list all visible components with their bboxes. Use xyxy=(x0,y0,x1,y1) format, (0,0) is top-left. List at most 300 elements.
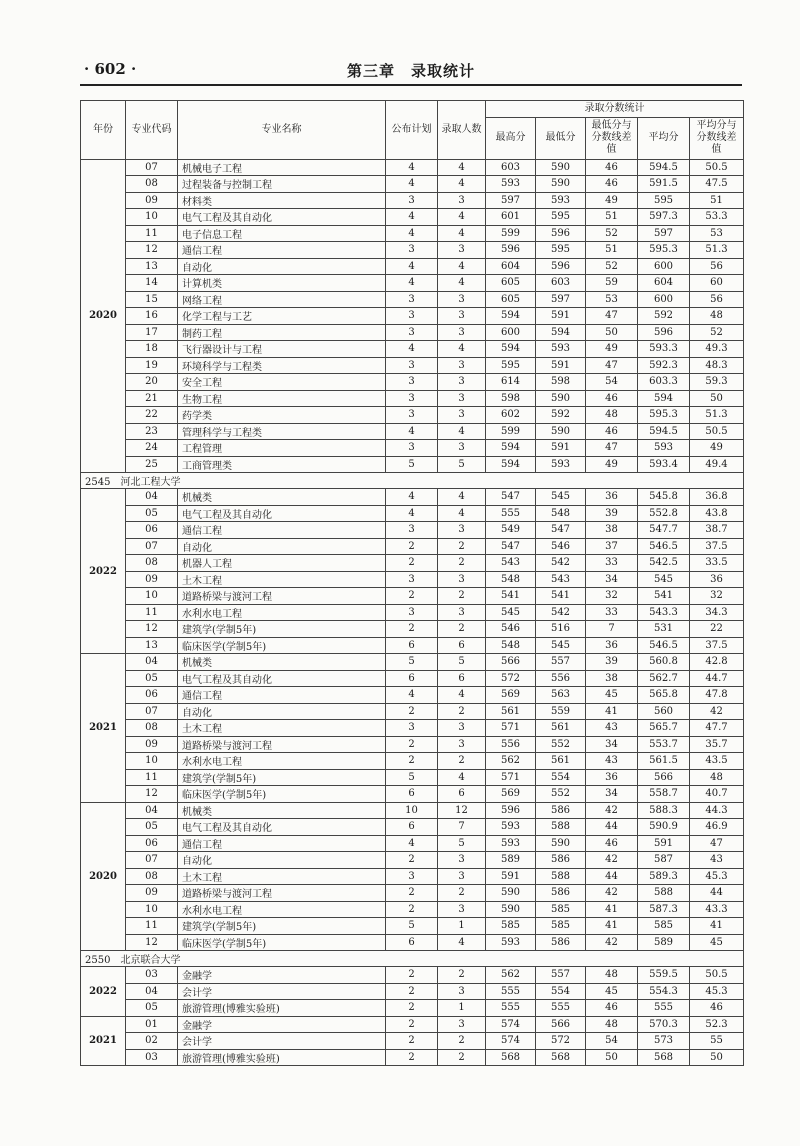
admitted-cell: 3 xyxy=(438,192,486,209)
plan-cell: 2 xyxy=(386,852,438,869)
plan-cell: 2 xyxy=(386,1000,438,1017)
plan-cell: 3 xyxy=(386,407,438,424)
major-name-cell: 土木工程 xyxy=(178,720,386,737)
plan-cell: 3 xyxy=(386,192,438,209)
admitted-cell: 5 xyxy=(438,654,486,671)
code-cell: 07 xyxy=(126,159,178,176)
code-cell: 12 xyxy=(126,786,178,803)
table-row xyxy=(81,192,744,209)
min-score-cell: 592 xyxy=(536,407,586,424)
plan-cell: 4 xyxy=(386,489,438,506)
col-avg: 平均分 xyxy=(638,117,690,159)
major-name-cell: 机器人工程 xyxy=(178,555,386,572)
table-row xyxy=(81,885,744,902)
admitted-cell: 3 xyxy=(438,1016,486,1033)
code-cell: 09 xyxy=(126,736,178,753)
admitted-cell: 3 xyxy=(438,357,486,374)
code-cell: 12 xyxy=(126,242,178,259)
major-name-cell: 安全工程 xyxy=(178,374,386,391)
code-cell: 20 xyxy=(126,374,178,391)
avg-diff-cell: 53.3 xyxy=(690,209,744,226)
min-diff-cell: 48 xyxy=(586,967,638,984)
avg-diff-cell: 48 xyxy=(690,769,744,786)
min-score-cell: 594 xyxy=(536,324,586,341)
major-name-cell: 自动化 xyxy=(178,258,386,275)
avg-score-cell: 543.3 xyxy=(638,604,690,621)
major-name-cell: 电气工程及其自动化 xyxy=(178,819,386,836)
admitted-cell: 7 xyxy=(438,819,486,836)
min-score-cell: 586 xyxy=(536,885,586,902)
max-score-cell: 598 xyxy=(486,390,536,407)
plan-cell: 2 xyxy=(386,983,438,1000)
avg-diff-cell: 46.9 xyxy=(690,819,744,836)
max-score-cell: 602 xyxy=(486,407,536,424)
plan-cell: 3 xyxy=(386,604,438,621)
code-cell: 05 xyxy=(126,670,178,687)
plan-cell: 3 xyxy=(386,291,438,308)
plan-cell: 5 xyxy=(386,456,438,473)
chapter-title: 第三章 录取统计 xyxy=(346,62,475,80)
min-diff-cell: 41 xyxy=(586,703,638,720)
max-score-cell: 547 xyxy=(486,489,536,506)
table-row xyxy=(81,786,744,803)
avg-diff-cell: 22 xyxy=(690,621,744,638)
admitted-cell: 3 xyxy=(438,571,486,588)
admitted-cell: 4 xyxy=(438,209,486,226)
min-diff-cell: 43 xyxy=(586,753,638,770)
avg-diff-cell: 56 xyxy=(690,258,744,275)
major-name-cell: 临床医学(学制5年) xyxy=(178,934,386,951)
table-row xyxy=(81,967,744,984)
plan-cell: 5 xyxy=(386,769,438,786)
min-score-cell: 554 xyxy=(536,769,586,786)
plan-cell: 3 xyxy=(386,440,438,457)
table-row xyxy=(81,209,744,226)
avg-score-cell: 542.5 xyxy=(638,555,690,572)
avg-score-cell: 587.3 xyxy=(638,901,690,918)
min-diff-cell: 42 xyxy=(586,852,638,869)
plan-cell: 4 xyxy=(386,341,438,358)
avg-diff-cell: 47 xyxy=(690,835,744,852)
avg-score-cell: 570.3 xyxy=(638,1016,690,1033)
major-name-cell: 通信工程 xyxy=(178,242,386,259)
min-diff-cell: 44 xyxy=(586,868,638,885)
avg-diff-cell: 49 xyxy=(690,440,744,457)
major-name-cell: 电气工程及其自动化 xyxy=(178,670,386,687)
avg-diff-cell: 38.7 xyxy=(690,522,744,539)
plan-cell: 3 xyxy=(386,357,438,374)
avg-score-cell: 588 xyxy=(638,885,690,902)
min-score-cell: 595 xyxy=(536,242,586,259)
plan-cell: 2 xyxy=(386,1016,438,1033)
min-score-cell: 552 xyxy=(536,786,586,803)
min-diff-cell: 39 xyxy=(586,654,638,671)
major-name-cell: 通信工程 xyxy=(178,522,386,539)
min-diff-cell: 46 xyxy=(586,1000,638,1017)
min-score-cell: 561 xyxy=(536,753,586,770)
min-score-cell: 541 xyxy=(536,588,586,605)
col-min: 最低分 xyxy=(536,117,586,159)
table-row xyxy=(81,819,744,836)
min-diff-cell: 7 xyxy=(586,621,638,638)
max-score-cell: 556 xyxy=(486,736,536,753)
code-cell: 12 xyxy=(126,934,178,951)
code-cell: 10 xyxy=(126,588,178,605)
min-score-cell: 585 xyxy=(536,918,586,935)
max-score-cell: 543 xyxy=(486,555,536,572)
code-cell: 07 xyxy=(126,538,178,555)
min-diff-cell: 34 xyxy=(586,786,638,803)
avg-diff-cell: 40.7 xyxy=(690,786,744,803)
school-name: 2545 河北工程大学 xyxy=(81,473,744,489)
admitted-cell: 2 xyxy=(438,555,486,572)
min-score-cell: 597 xyxy=(536,291,586,308)
plan-cell: 5 xyxy=(386,918,438,935)
min-score-cell: 593 xyxy=(536,456,586,473)
code-cell: 08 xyxy=(126,868,178,885)
major-name-cell: 临床医学(学制5年) xyxy=(178,637,386,654)
admitted-cell: 4 xyxy=(438,341,486,358)
table-row xyxy=(81,604,744,621)
major-name-cell: 水利水电工程 xyxy=(178,901,386,918)
min-score-cell: 595 xyxy=(536,209,586,226)
max-score-cell: 549 xyxy=(486,522,536,539)
max-score-cell: 571 xyxy=(486,720,536,737)
avg-diff-cell: 43.5 xyxy=(690,753,744,770)
plan-cell: 4 xyxy=(386,209,438,226)
max-score-cell: 548 xyxy=(486,571,536,588)
admitted-cell: 4 xyxy=(438,423,486,440)
max-score-cell: 562 xyxy=(486,753,536,770)
min-diff-cell: 47 xyxy=(586,357,638,374)
avg-diff-cell: 60 xyxy=(690,275,744,292)
plan-cell: 2 xyxy=(386,1049,438,1066)
plan-cell: 2 xyxy=(386,555,438,572)
table-row xyxy=(81,687,744,704)
admitted-cell: 4 xyxy=(438,769,486,786)
avg-score-cell: 573 xyxy=(638,1033,690,1050)
code-cell: 09 xyxy=(126,885,178,902)
plan-cell: 3 xyxy=(386,242,438,259)
avg-diff-cell: 44.3 xyxy=(690,802,744,819)
avg-diff-cell: 52 xyxy=(690,324,744,341)
max-score-cell: 593 xyxy=(486,934,536,951)
avg-score-cell: 595.3 xyxy=(638,242,690,259)
max-score-cell: 571 xyxy=(486,769,536,786)
avg-score-cell: 552.8 xyxy=(638,505,690,522)
table-row xyxy=(81,522,744,539)
avg-score-cell: 597.3 xyxy=(638,209,690,226)
avg-diff-cell: 53 xyxy=(690,225,744,242)
code-cell: 09 xyxy=(126,571,178,588)
avg-score-cell: 604 xyxy=(638,275,690,292)
admitted-cell: 3 xyxy=(438,604,486,621)
code-cell: 10 xyxy=(126,753,178,770)
avg-diff-cell: 59.3 xyxy=(690,374,744,391)
admitted-cell: 2 xyxy=(438,703,486,720)
min-diff-cell: 45 xyxy=(586,687,638,704)
avg-score-cell: 562.7 xyxy=(638,670,690,687)
max-score-cell: 593 xyxy=(486,835,536,852)
max-score-cell: 597 xyxy=(486,192,536,209)
plan-cell: 10 xyxy=(386,802,438,819)
plan-cell: 4 xyxy=(386,423,438,440)
min-score-cell: 559 xyxy=(536,703,586,720)
code-cell: 13 xyxy=(126,258,178,275)
max-score-cell: 599 xyxy=(486,423,536,440)
table-row xyxy=(81,1049,744,1066)
avg-diff-cell: 49.3 xyxy=(690,341,744,358)
max-score-cell: 604 xyxy=(486,258,536,275)
min-score-cell: 596 xyxy=(536,258,586,275)
avg-diff-cell: 37.5 xyxy=(690,538,744,555)
min-diff-cell: 53 xyxy=(586,291,638,308)
avg-diff-cell: 41 xyxy=(690,918,744,935)
min-diff-cell: 37 xyxy=(586,538,638,555)
table-row xyxy=(81,538,744,555)
code-cell: 10 xyxy=(126,209,178,226)
avg-score-cell: 590.9 xyxy=(638,819,690,836)
avg-diff-cell: 43 xyxy=(690,852,744,869)
min-score-cell: 547 xyxy=(536,522,586,539)
admitted-cell: 3 xyxy=(438,720,486,737)
max-score-cell: 594 xyxy=(486,308,536,325)
avg-score-cell: 541 xyxy=(638,588,690,605)
max-score-cell: 547 xyxy=(486,538,536,555)
min-diff-cell: 46 xyxy=(586,835,638,852)
plan-cell: 6 xyxy=(386,637,438,654)
major-name-cell: 环境科学与工程类 xyxy=(178,357,386,374)
avg-score-cell: 600 xyxy=(638,258,690,275)
avg-score-cell: 547.7 xyxy=(638,522,690,539)
avg-score-cell: 591 xyxy=(638,835,690,852)
max-score-cell: 603 xyxy=(486,159,536,176)
major-name-cell: 建筑学(学制5年) xyxy=(178,621,386,638)
table-row xyxy=(81,374,744,391)
page-header xyxy=(80,54,742,86)
plan-cell: 2 xyxy=(386,588,438,605)
major-name-cell: 金融学 xyxy=(178,1016,386,1033)
plan-cell: 2 xyxy=(386,885,438,902)
col-year: 年份 xyxy=(81,101,126,160)
major-name-cell: 自动化 xyxy=(178,538,386,555)
avg-score-cell: 566 xyxy=(638,769,690,786)
min-score-cell: 543 xyxy=(536,571,586,588)
table-row xyxy=(81,835,744,852)
max-score-cell: 569 xyxy=(486,786,536,803)
avg-score-cell: 587 xyxy=(638,852,690,869)
code-cell: 05 xyxy=(126,819,178,836)
min-score-cell: 590 xyxy=(536,835,586,852)
code-cell: 25 xyxy=(126,456,178,473)
min-score-cell: 572 xyxy=(536,1033,586,1050)
table-row xyxy=(81,1016,744,1033)
min-score-cell: 557 xyxy=(536,967,586,984)
min-score-cell: 590 xyxy=(536,159,586,176)
avg-diff-cell: 56 xyxy=(690,291,744,308)
min-diff-cell: 45 xyxy=(586,983,638,1000)
plan-cell: 2 xyxy=(386,901,438,918)
table-row xyxy=(81,357,744,374)
min-score-cell: 548 xyxy=(536,505,586,522)
max-score-cell: 605 xyxy=(486,291,536,308)
min-diff-cell: 49 xyxy=(586,341,638,358)
max-score-cell: 555 xyxy=(486,1000,536,1017)
avg-score-cell: 589.3 xyxy=(638,868,690,885)
avg-diff-cell: 37.5 xyxy=(690,637,744,654)
max-score-cell: 590 xyxy=(486,885,536,902)
admitted-cell: 4 xyxy=(438,489,486,506)
major-name-cell: 自动化 xyxy=(178,852,386,869)
avg-score-cell: 596 xyxy=(638,324,690,341)
code-cell: 23 xyxy=(126,423,178,440)
admitted-cell: 3 xyxy=(438,852,486,869)
avg-diff-cell: 50.5 xyxy=(690,423,744,440)
min-score-cell: 593 xyxy=(536,192,586,209)
avg-diff-cell: 44.7 xyxy=(690,670,744,687)
plan-cell: 6 xyxy=(386,786,438,803)
admitted-cell: 3 xyxy=(438,868,486,885)
code-cell: 04 xyxy=(126,802,178,819)
major-name-cell: 临床医学(学制5年) xyxy=(178,786,386,803)
avg-score-cell: 594.5 xyxy=(638,423,690,440)
table-row xyxy=(81,505,744,522)
max-score-cell: 594 xyxy=(486,456,536,473)
avg-diff-cell: 50.5 xyxy=(690,159,744,176)
table-row xyxy=(81,258,744,275)
admitted-cell: 3 xyxy=(438,407,486,424)
min-diff-cell: 33 xyxy=(586,555,638,572)
avg-diff-cell: 51.3 xyxy=(690,242,744,259)
min-diff-cell: 39 xyxy=(586,505,638,522)
col-max: 最高分 xyxy=(486,117,536,159)
admitted-cell: 2 xyxy=(438,1033,486,1050)
table-row xyxy=(81,308,744,325)
major-name-cell: 土木工程 xyxy=(178,571,386,588)
table-row xyxy=(81,769,744,786)
min-diff-cell: 34 xyxy=(586,571,638,588)
table-row xyxy=(81,802,744,819)
max-score-cell: 591 xyxy=(486,868,536,885)
avg-score-cell: 546.5 xyxy=(638,538,690,555)
plan-cell: 3 xyxy=(386,308,438,325)
admitted-cell: 6 xyxy=(438,670,486,687)
admitted-cell: 4 xyxy=(438,275,486,292)
max-score-cell: 601 xyxy=(486,209,536,226)
max-score-cell: 562 xyxy=(486,967,536,984)
avg-score-cell: 545 xyxy=(638,571,690,588)
code-cell: 08 xyxy=(126,176,178,193)
code-cell: 11 xyxy=(126,225,178,242)
admitted-cell: 2 xyxy=(438,1049,486,1066)
code-cell: 07 xyxy=(126,852,178,869)
avg-diff-cell: 48.3 xyxy=(690,357,744,374)
admitted-cell: 4 xyxy=(438,258,486,275)
major-name-cell: 机械类 xyxy=(178,489,386,506)
table-header xyxy=(81,101,744,160)
col-group-scores: 录取分数统计 xyxy=(486,101,744,118)
admitted-cell: 4 xyxy=(438,225,486,242)
table-row xyxy=(81,703,744,720)
avg-score-cell: 560.8 xyxy=(638,654,690,671)
code-cell: 16 xyxy=(126,308,178,325)
code-cell: 02 xyxy=(126,1033,178,1050)
code-cell: 24 xyxy=(126,440,178,457)
table-row xyxy=(81,423,744,440)
code-cell: 18 xyxy=(126,341,178,358)
max-score-cell: 548 xyxy=(486,637,536,654)
min-diff-cell: 38 xyxy=(586,522,638,539)
min-score-cell: 586 xyxy=(536,934,586,951)
avg-diff-cell: 50.5 xyxy=(690,967,744,984)
avg-diff-cell: 45.3 xyxy=(690,868,744,885)
min-diff-cell: 48 xyxy=(586,1016,638,1033)
avg-score-cell: 594 xyxy=(638,390,690,407)
major-name-cell: 化学工程与工艺 xyxy=(178,308,386,325)
plan-cell: 6 xyxy=(386,670,438,687)
max-score-cell: 545 xyxy=(486,604,536,621)
table-row xyxy=(81,901,744,918)
avg-score-cell: 558.7 xyxy=(638,786,690,803)
code-cell: 14 xyxy=(126,275,178,292)
major-name-cell: 机械类 xyxy=(178,802,386,819)
avg-diff-cell: 35.7 xyxy=(690,736,744,753)
min-diff-cell: 54 xyxy=(586,374,638,391)
min-diff-cell: 49 xyxy=(586,192,638,209)
year-cell: 2020 xyxy=(81,159,126,473)
admitted-cell: 4 xyxy=(438,934,486,951)
admitted-cell: 3 xyxy=(438,736,486,753)
max-score-cell: 595 xyxy=(486,357,536,374)
min-score-cell: 556 xyxy=(536,670,586,687)
max-score-cell: 555 xyxy=(486,505,536,522)
max-score-cell: 541 xyxy=(486,588,536,605)
plan-cell: 3 xyxy=(386,374,438,391)
major-name-cell: 旅游管理(博雅实验班) xyxy=(178,1049,386,1066)
plan-cell: 2 xyxy=(386,1033,438,1050)
plan-cell: 4 xyxy=(386,687,438,704)
plan-cell: 2 xyxy=(386,621,438,638)
max-score-cell: 574 xyxy=(486,1033,536,1050)
max-score-cell: 589 xyxy=(486,852,536,869)
year-cell: 2021 xyxy=(81,654,126,803)
code-cell: 22 xyxy=(126,407,178,424)
major-name-cell: 电气工程及其自动化 xyxy=(178,209,386,226)
major-name-cell: 水利水电工程 xyxy=(178,604,386,621)
avg-diff-cell: 45.3 xyxy=(690,983,744,1000)
avg-score-cell: 555 xyxy=(638,1000,690,1017)
code-cell: 06 xyxy=(126,522,178,539)
min-diff-cell: 46 xyxy=(586,390,638,407)
max-score-cell: 561 xyxy=(486,703,536,720)
admitted-cell: 4 xyxy=(438,505,486,522)
min-score-cell: 591 xyxy=(536,308,586,325)
avg-diff-cell: 47.8 xyxy=(690,687,744,704)
min-diff-cell: 59 xyxy=(586,275,638,292)
major-name-cell: 机械类 xyxy=(178,654,386,671)
admitted-cell: 3 xyxy=(438,983,486,1000)
avg-diff-cell: 42.8 xyxy=(690,654,744,671)
major-name-cell: 水利水电工程 xyxy=(178,753,386,770)
admitted-cell: 2 xyxy=(438,621,486,638)
min-score-cell: 542 xyxy=(536,555,586,572)
max-score-cell: 594 xyxy=(486,440,536,457)
avg-diff-cell: 48 xyxy=(690,308,744,325)
major-name-cell: 旅游管理(博雅实验班) xyxy=(178,1000,386,1017)
avg-score-cell: 588.3 xyxy=(638,802,690,819)
code-cell: 07 xyxy=(126,703,178,720)
min-score-cell: 593 xyxy=(536,341,586,358)
